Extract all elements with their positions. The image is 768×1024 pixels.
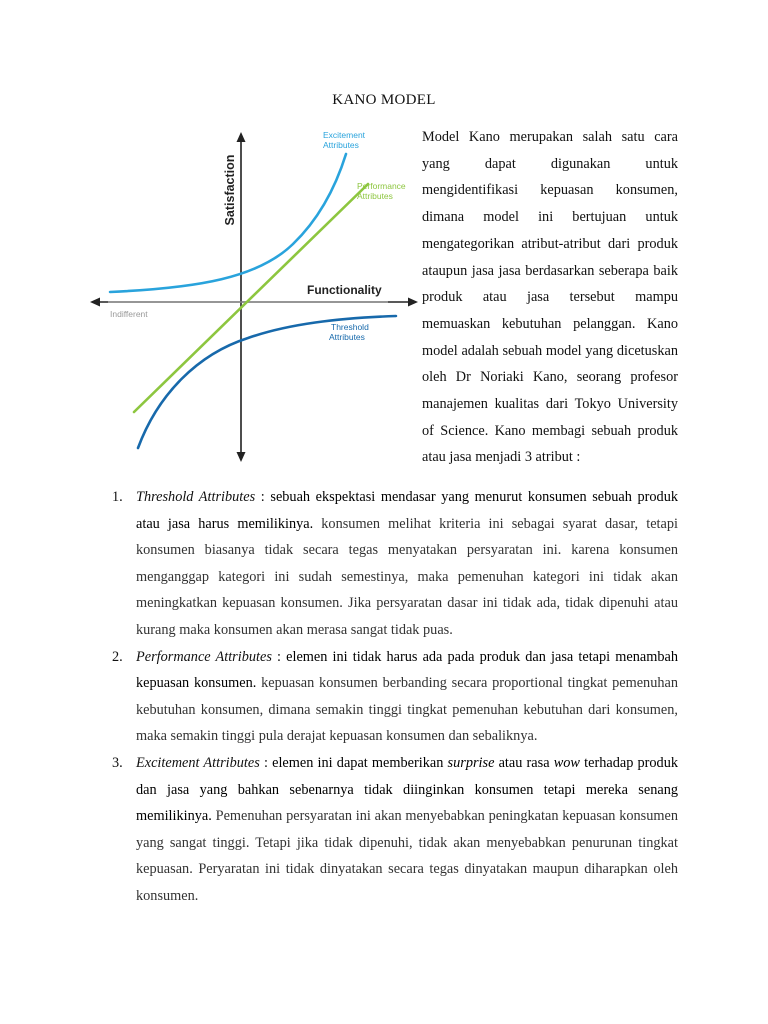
attribute-term: Excitement Attributes [136,754,260,771]
list-number: 2. [112,648,123,665]
y-axis-arrow-top [237,132,246,142]
page-title: KANO MODEL [332,92,436,108]
term-separator: : [259,754,273,771]
term-separator: : [271,648,287,665]
list-item [104,484,678,644]
excitement-label-line1: Excitement [323,130,366,140]
intro-part-1: Model Kano merupakan salah satu cara yang dapat digunakan untuk mengidentifikasi kepuasan konsumen, dimana model ini bertujuan untuk mengategorikan atribut-atribut dari produk ataupun jasa jasa berdasarkan seberapa baik produk atau jasa tersebut mampu memuaskan kebutuhan pelanggan. [422,129,678,332]
attribute-definition-wow: wow [553,754,580,771]
attribute-definition-surprise: surprise [447,754,495,771]
threshold-label-line1: Threshold [331,322,369,332]
threshold-label-line2: Attributes [329,332,365,342]
attribute-explanation: kepuasan konsumen berbanding secara proportional tingkat pemenuhan kebutuhan konsumen, dimana semakin tinggi tingkat pemenuhan kebutuhan dari konsumen, maka semakin tinggi pula derajat kepuasan konsumen dan sebaliknya. [136,675,678,745]
x-axis-label: Functionality [307,283,382,297]
kano-diagram [88,122,420,467]
y-axis-label: Satisfaction [223,154,237,226]
intro-paragraph [422,124,678,471]
list-number: 3. [112,754,123,771]
intro-part-2: Kano model adalah sebuah model yang dicetuskan oleh Dr Noriaki Kano, seorang profesor manajemen kualitas dari Tokyo University of Science. Kano membagi sebuah produk atau jasa menjadi 3 atribut : [422,315,678,466]
attribute-definition: sebuah ekspektasi mendasar yang menurut konsumen sebuah produk atau jasa harus memilikinya. [136,489,679,532]
x-axis-arrow-left [90,298,100,307]
attribute-explanation: Pemenuhan persyaratan ini akan menyebabkan peningkatan kepuasan konsumen yang sangat tinggi. Tetapi jika tidak dipenuhi, tidak akan menyebabkan penurunan tingkat kepuasan. Peryaratan ini tidak dinyatakan secara tegas dinyatakan maupun diharapkan oleh konsumen. [136,808,678,904]
attribute-definition-a: elemen ini dapat memberikan [272,754,448,771]
y-axis-arrow-bottom [237,452,246,462]
list-item [104,750,678,910]
attribute-explanation: konsumen melihat kriteria ini sebagai syarat dasar, tetapi konsumen biasanya tidak secara tegas menyatakan persyaratan ini. karena konsumen menganggap kategori ini sudah semestinya, maka pemenuhan kategori ini tidak akan meningkatkan kepuasan konsumen. Jika persyaratan dasar ini tidak ada, tidak dipenuhi atau kurang maka konsumen akan merasa sangat tidak puas. [136,515,678,638]
term-separator: : [255,489,271,505]
attribute-definition: elemen ini tidak harus ada pada produk dan jasa tetapi menambah kepuasan konsumen. [136,648,678,692]
list-item [104,644,678,750]
x-axis-arrow-right [408,298,418,307]
attribute-term: Threshold Attributes [136,489,256,505]
attribute-definition-e: terhadap produk dan jasa yang bahkan sebenarnya tidak diinginkan konsumen tetapi mereka senang memilikinya. [136,754,679,825]
kano-diagram-svg [88,122,420,467]
attribute-definition-c: atau rasa [494,754,554,771]
performance-label-line2: Attributes [357,191,393,201]
performance-curve [134,184,368,412]
list-number: 1. [112,489,123,505]
indifferent-label: Indifferent [110,309,148,319]
attribute-list [104,484,678,910]
attribute-term: Performance Attributes [136,648,272,665]
performance-label-line1: Performance [357,181,406,191]
excitement-label-line2: Attributes [323,140,359,150]
